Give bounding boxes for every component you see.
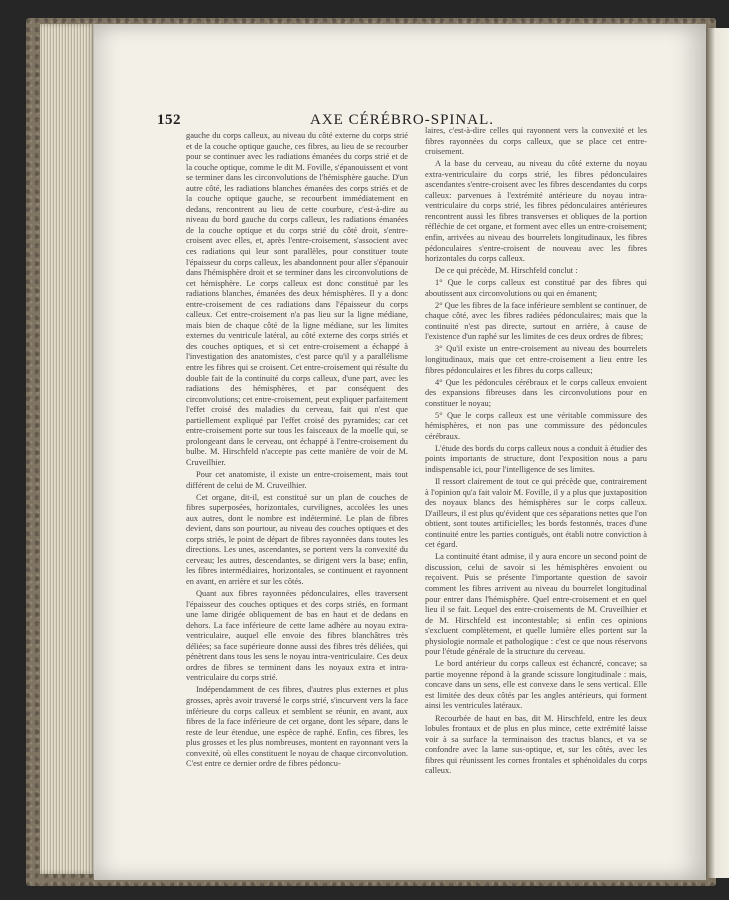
paragraph: laires, c'est-à-dire celles qui rayonnent vers la convexité et les fibres rayonnées du corps calleux, que se place cet entre-croisement. [425,126,647,157]
paragraph: 5° Que le corps calleux est une véritable commissure des hémisphères, et non pas une commissure des pédoncules cérébraux. [425,410,647,441]
facing-page-edge [706,28,729,878]
paragraph: 4° Que les pédoncules cérébraux et le corps calleux envoient des expansions fibreuses dans les circonvolutions pour en constituer le noyau; [425,377,647,408]
paragraph: Pour cet anatomiste, il existe un entre-croisement, mais tout différent de celui de M. Cruveilhier. [186,470,408,490]
paragraph: gauche du corps calleux, au niveau du côté externe du corps strié et de la couche optique gauche, ces fibres, au lieu de se recourber pour se continuer avec les radiations émanées du corps strié et de la couche optique, comme le dit M. Foville, s'épanouissent et vont se terminer dans les circonvolutions de l'hémisphère gauche. D'un autre côté, les radiations blanches émanées des corps striés et de la couche optique gauche, se recourbent immédiatement en dedans, rencontrent au lieu de cette courbure, c'est-à-dire au niveau du bord gauche du corps calleux, les radiations émanées de la couche optique et du corps strié du côté droit, s'entre-croisent avec elles, et, après l'entre-croisement, s'associent avec ces radiations qui leur sont parallèles, pour constituer toute l'épaisseur du corps calleux, les abandonnent pour aller s'épanouir dans l'hémisphère droit et se terminer dans les circonvolutions de cet hémisphère. Le corps calleux est donc constitué par les radiations blanches, émanées des deux hémisphères. Il y a donc entre-croisement de ces radiations dans l'épaisseur du corps calleux. Cet entre-croisement n'a pas lieu sur la ligne médiane, mais bien de chaque côté de la ligne médiane, sur les limites externes du ventricule latéral, au côté externe des corps striés et des couches optiques, et si cet entre-croisement a échappé à l'investigation des anatomistes, c'est parce qu'il y a parallélisme entre les fibres qui se croisent. Cet entre-croisement qui résulte du double fait de la continuité du corps calleux, d'une part, avec les radiations des hémisphères, et par conséquent des circonvolutions; cet entre-croisement, peut expliquer parfaitement l'effet croisé des maladies du cerveau, fait qui n'est que partiellement expliqué par l'effet croisé des pyramides; car cet entre-croisement porte sur tous les faisceaux de la moelle qui, se prolongeant dans le cerveau, ont échappé à l'entre-croisement du bulbe. M. Hirschfeld n'accepte pas cette manière de voir de M. Cruveilhier. [186,131,408,467]
paragraph: 3° Qu'il existe un entre-croisement au niveau des bourrelets longitudinaux, mais que cet entre-croisement a lieu entre les fibres pédonculaires et les fibres du corps calleux; [425,344,647,375]
paragraph: 1° Que le corps calleux est constitué par des fibres qui aboutissent aux circonvolutions ou qui en émanent; [425,278,647,298]
paragraph: Le bord antérieur du corps calleux est échancré, concave; sa partie moyenne répond à la grande scissure longitudinale : mais, concave dans un sens, elle est convexe dans le sens vertical. Elle est limitée des deux côtés par les angles antérieurs, qui forment ainsi les ventricules latéraux. [425,659,647,711]
paragraph: Quant aux fibres rayonnées pédonculaires, elles traversent l'épaisseur des couches optiques et des corps striés, en formant une lame dirigée obliquement de bas en haut et de dedans en dehors. La face inférieure de cette lame adhère au noyau extra-ventriculaire, auquel elle envoie des fibres blanchâtres très déliées; sa face supérieure donne aussi des fibres très déliées, qui pénètrent dans tous les sens le noyau intra-ventriculaire. Ces deux ordres de fibres se terminent dans les noyaux extra et intra-ventriculaire du corps strié. [186,589,408,683]
page-edges [40,24,96,874]
paragraph: 2° Que les fibres de la face inférieure semblent se continuer, de chaque côté, avec les fibres radiées pédonculaires; mais que la continuité n'est pas directe, surtout en arrière, à cause de l'existence d'un raphé sur les limites de ces deux ordres de fibres; [425,300,647,342]
left-column [186,131,408,771]
paragraph: De ce qui précède, M. Hirschfeld conclut : [435,266,578,276]
running-head: AXE CÉRÉBRO-SPINAL. [310,112,495,128]
paragraph: La continuité étant admise, il y aura encore un second point de discussion, celui de savoir si les hémisphères envoient ou reçoivent. Puis se présente l'importante question de savoir comment les fibres arrivent au niveau du bourrelet longitudinal pour entrer dans l'hémisphère. Quel entre-croisement et en quel lieu il se fait. Lequel des entre-croisements de M. Cruveilhier et de M. Hirschfeld est incontestable; si enfin ces opinions s'excluent complètement, et quelle lumière elles portent sur la physiologie normale et pathologique : c'est ce que nous réservons pour l'étude générale de la structure du cerveau. [425,552,647,657]
paragraph: Il ressort clairement de tout ce qui précède que, contrairement à l'opinion qu'a fait valoir M. Foville, il y a plus que juxtaposition des noyaux blancs des hémisphères sur le corps calleux. D'ailleurs, il est plus qu'évident que ces séparations nettes que l'on obtient, sont toutes artificielles; les bords festonnés, traces d'une continuité entre les parties contiguës, ont établi notre conviction à cet égard. [425,477,647,550]
paragraph: L'étude des bords du corps calleux nous a conduit à étudier des points importants de structure, dont l'exposition nous a paru indispensable ici, pour l'intelligence de ses limites. [425,443,647,474]
paragraph: Recourbée de haut en bas, dit M. Hirschfeld, entre les deux lobules frontaux et de plus en plus mince, cette extrémité laisse voir à sa surface la terminaison des tractus blancs, et va se confondre avec la lame sus-optique, et, sur les côtés, avec les fibres qui réunissent les cornes frontales et sphénoïdales du corps calleux. [425,713,647,776]
paragraph: Cet organe, dit-il, est constitué sur un plan de couches de fibres superposées, horizontales, curvilignes, accolées les unes aux autres, dont le nombre est indéterminé. Le plan de fibres devient, dans son pourtour, au niveau des couches optiques et des corps striés, le point de départ de fibres rayonnées dans toutes les directions. Les unes, ascendantes, se portent vers la convexité du cerveau; les autres, descendantes, se dirigent vers la base; enfin, les fibres intermédiaires, horizontales, se continuent et rayonnent en avant, en arrière et sur les côtés. [186,492,408,586]
right-column [425,126,647,778]
page-number: 152 [157,112,181,128]
paragraph: A la base du cerveau, au niveau du côté externe du noyau extra-ventriculaire du corps strié, les fibres pédonculaires ascendantes s'entre-croisent avec les fibres descendantes du corps calleux: parvenues à l'extrémité antérieure du noyau intra-ventriculaire du corps strié, les fibres pédonculaires antérieures rencontrent aussi les fibres transverses et obliques de la portion réfléchie de cet organe, et forment avec elles un entre-croisement; enfin, arrivées au niveau des bourrelets longitudinaux, les fibres pédonculaires s'entre-croisent de nouveau avec les fibres horizontales du corps calleux. [425,159,647,264]
paragraph: Indépendamment de ces fibres, d'autres plus externes et plus grosses, après avoir traversé le corps strié, s'incurvent vers la face inférieure du corps calleux et semblent se réunir, en avant, aux fibres de la face inférieure de cet organe, dont les sépare, dans le reste de leur étendue, une espèce de raphé. Enfin, ces fibres, les plus grosses et les plus nombreuses, montent en rayonnant vers la convexité, où elles constituent le noyau de chaque circonvolution. C'est entre ce dernier ordre de fibres pédoncu- [186,685,408,769]
